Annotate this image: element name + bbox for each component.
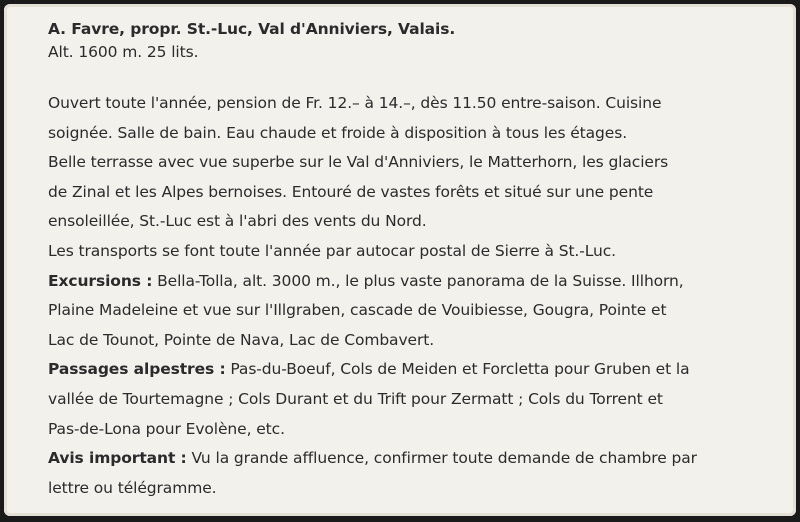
paragraph-line: Les transports se font toute l'année par autocar postal de Sierre à St.-Luc.: [48, 241, 616, 260]
paragraph-line: de Zinal et les Alpes bernoises. Entouré de vastes forêts et situé sur une pente: [48, 182, 654, 201]
paragraph-line: Lac de Tounot, Pointe de Nava, Lac de Combavert.: [48, 330, 435, 349]
paragraph-line: Ouvert toute l'année, pension de Fr. 12.– à 14.–, dès 11.50 entre-saison. Cuisine: [48, 94, 662, 112]
excursions-line: [48, 267, 764, 297]
passages-text: Pas-du-Boeuf, Cols de Meiden et Forcletta pour Gruben et la: [225, 360, 690, 379]
spacer: [48, 64, 764, 89]
paragraph-line: vallée de Tourtemagne ; Cols Durant et du Trift pour Zermatt ; Cols du Torrent et: [48, 389, 663, 408]
postcard-text: [48, 18, 764, 503]
paragraph-line: Belle terrasse avec vue superbe sur le Val d'Anniviers, le Matterhorn, les glaciers: [48, 153, 669, 172]
header-proprietor: A. Favre, propr. St.-Luc, Val d'Anniviers, Valais.: [48, 20, 456, 38]
avis-label: Avis important :: [48, 449, 187, 468]
header-altitude: Alt. 1600 m. 25 lits.: [48, 43, 199, 61]
paragraph-line: soignée. Salle de bain. Eau chaude et froide à disposition à tous les étages.: [48, 123, 628, 142]
excursions-label: Excursions :: [48, 271, 153, 290]
paragraph-line: Plaine Madeleine et vue sur l'Illgraben, cascade de Vouibiesse, Gougra, Pointe et: [48, 301, 667, 320]
paragraph-line: Pas-de-Lona pour Evolène, etc.: [48, 419, 285, 438]
avis-line: [48, 444, 764, 474]
paragraph-line: ensoleillée, St.-Luc est à l'abri des vents du Nord.: [48, 212, 427, 231]
passages-line: [48, 355, 764, 385]
avis-text: Vu la grande affluence, confirmer toute demande de chambre par: [186, 449, 697, 468]
passages-label: Passages alpestres :: [48, 360, 226, 379]
excursions-text: Bella-Tolla, alt. 3000 m., le plus vaste panorama de la Suisse. Illhorn,: [152, 271, 684, 290]
paragraph-line: lettre ou télégramme.: [48, 478, 217, 497]
